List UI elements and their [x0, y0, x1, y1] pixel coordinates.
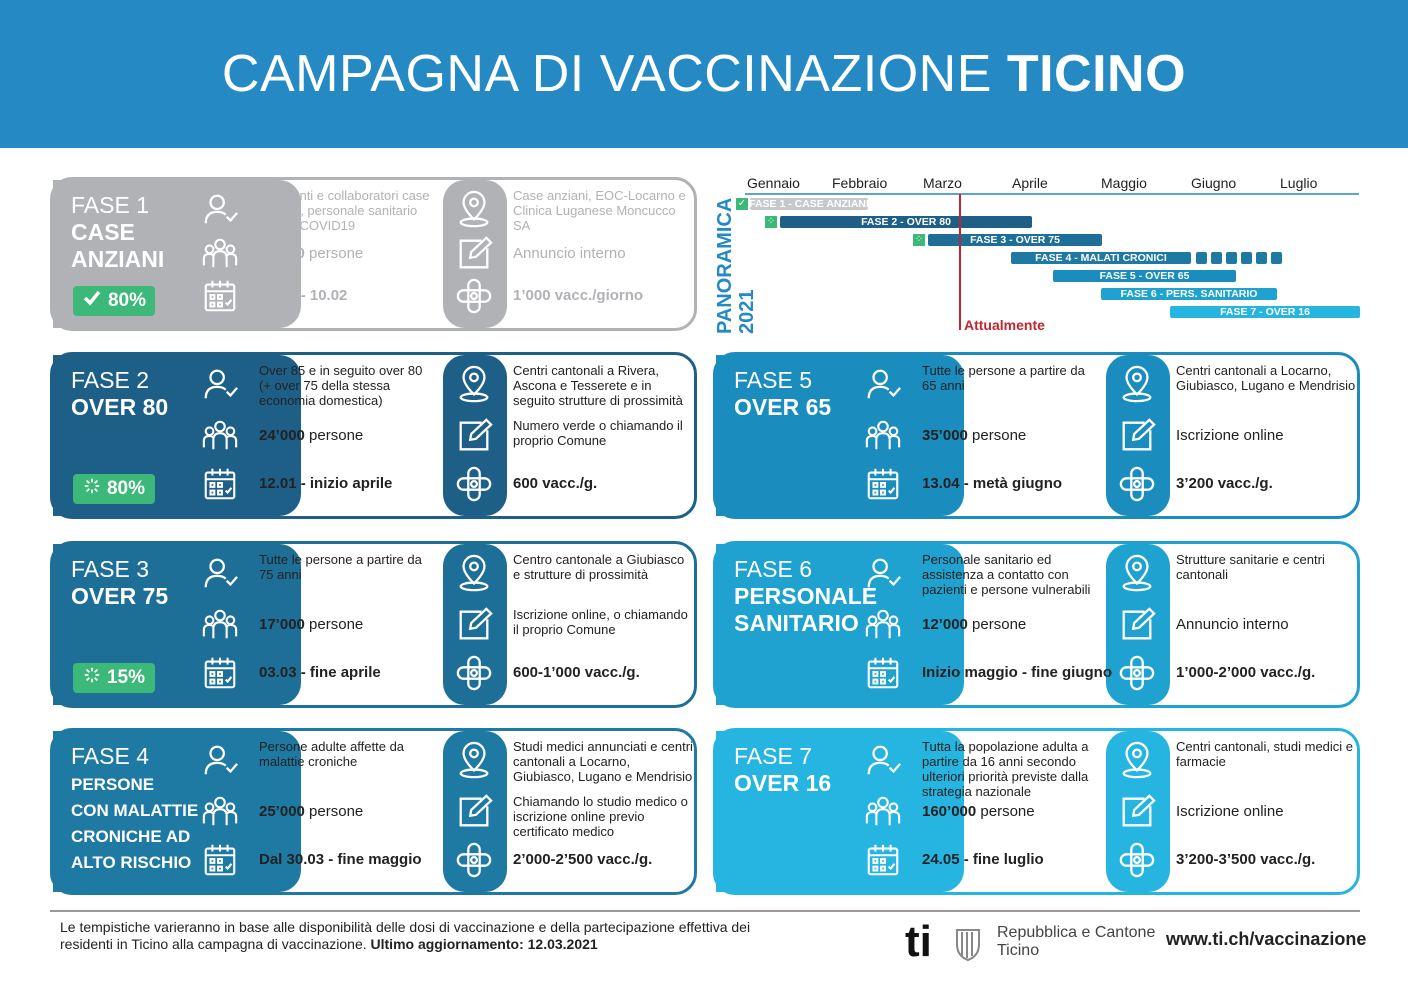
phase-label: CON MALATTIE — [71, 801, 199, 820]
group-icon — [200, 792, 240, 832]
location-icon — [454, 190, 494, 230]
calendar-icon — [200, 653, 240, 693]
phase-title — [71, 743, 198, 874]
phase-dates: 13.04 - metà giugno — [922, 475, 1063, 492]
vaccination-location: Strutture sanitarie e centri cantonali — [1176, 552, 1325, 582]
timeline-label-1: PANORAMICA — [714, 197, 736, 334]
timeline-bar: FASE 1 - CASE ANZIANI — [749, 198, 869, 210]
phase-name: FASE 5 — [734, 367, 812, 393]
calendar-icon — [863, 840, 903, 880]
progress-value: 80% — [107, 290, 147, 311]
timeline-bar: FASE 5 - OVER 65 — [1053, 270, 1236, 282]
phase-card-5 — [713, 352, 1360, 519]
calendar-icon — [200, 464, 240, 504]
target-group: Tutte le persone a partire da 65 anni — [922, 363, 1085, 393]
people-count: 35’000 persone — [922, 426, 1027, 444]
phase-card-3 — [50, 541, 697, 708]
republic-line-1: Repubblica e Cantone — [997, 924, 1156, 941]
phase-label: OVER 80 — [71, 394, 169, 420]
medical-cross-icon — [1117, 840, 1157, 880]
target-group: Residenti e collaboratori case anziani, personale sanitario reparti COVID19 — [259, 188, 430, 233]
edit-icon — [454, 416, 494, 456]
timeline-axis — [745, 193, 1359, 195]
page-title — [222, 44, 1186, 104]
phase-label: ANZIANI — [71, 246, 165, 272]
people-count: 25’000 persone — [259, 802, 364, 820]
phase-label: OVER 75 — [71, 583, 169, 609]
edit-icon — [1117, 416, 1157, 456]
title-bold: TICINO — [1006, 45, 1187, 103]
timeline-chart — [705, 168, 1365, 338]
phase-title — [71, 192, 164, 273]
person-check-icon — [863, 554, 903, 594]
check-icon — [82, 288, 102, 314]
phase-dates: Dal 30.03 - fine maggio — [259, 851, 422, 868]
loading-icon — [83, 666, 101, 690]
medical-cross-icon — [454, 653, 494, 693]
signup-method: Iscrizione online, o chiamando il proprio Comune — [513, 606, 688, 637]
republic-line-2: Ticino — [997, 942, 1040, 959]
location-icon — [1117, 554, 1157, 594]
month-label: Marzo — [923, 175, 962, 191]
medical-cross-icon — [454, 840, 494, 880]
person-check-icon — [200, 190, 240, 230]
timeline-label-2: 2021 — [736, 289, 758, 334]
timeline-bar: FASE 6 - PERS. SANITARIO — [1101, 288, 1277, 300]
month-label: Gennaio — [747, 175, 800, 191]
month-label: Febbraio — [832, 175, 888, 191]
people-count: 10’000 persone — [259, 245, 364, 262]
timeline-bar-extension — [1226, 252, 1237, 264]
phase-dates: 12.01 - inizio aprile — [259, 475, 393, 492]
progress-value: 15% — [106, 667, 146, 688]
timeline-bar: FASE 4 - MALATI CRONICI — [1011, 252, 1191, 264]
location-icon — [454, 741, 494, 781]
target-group: Tutte le persone a partire da 75 anni — [259, 552, 422, 582]
phase-card-1 — [50, 177, 697, 331]
in-progress-icon: ⁘ — [766, 216, 776, 227]
person-check-icon — [863, 741, 903, 781]
phase-title — [734, 367, 831, 421]
target-group: Tutta la popolazione adulta a partire da 16 anni secondo ulteriori priorità previste dalla strategia nazionale — [922, 739, 1089, 799]
phase-label: ALTO RISCHIO — [71, 853, 192, 872]
phase-card-2 — [50, 352, 697, 519]
now-label: Attualmente — [964, 317, 1045, 333]
timeline-bar: FASE 3 - OVER 75 — [928, 234, 1102, 246]
location-icon — [454, 365, 494, 405]
edit-icon — [1117, 605, 1157, 645]
vaccination-location: Centri cantonali a Rivera, Ascona e Tesserete e in seguito strutture di prossimità — [513, 363, 683, 408]
timeline-bar: FASE 7 - OVER 16 — [1170, 306, 1360, 318]
phase-dates: 03.03 - fine aprile — [259, 664, 381, 681]
progress-badge — [73, 663, 155, 693]
location-icon — [1117, 741, 1157, 781]
timeline-bar-extension — [1271, 252, 1282, 264]
signup-method: Iscrizione online — [1176, 802, 1284, 820]
medical-cross-icon — [1117, 653, 1157, 693]
progress-value: 80% — [106, 478, 146, 499]
phase-title — [71, 556, 168, 610]
medical-cross-icon — [454, 276, 494, 316]
calendar-icon — [200, 840, 240, 880]
phase-label: SANITARIO — [734, 610, 859, 636]
edit-icon — [454, 605, 494, 645]
header-banner — [0, 0, 1408, 148]
progress-badge — [73, 474, 155, 504]
vaccination-location: Centri cantonali, studi medici e farmacie — [1176, 739, 1354, 769]
footer-divider — [50, 910, 1360, 912]
medical-cross-icon — [454, 464, 494, 504]
website-link[interactable]: www.ti.ch/vaccinazione — [1166, 929, 1367, 949]
signup-method: Iscrizione online — [1176, 426, 1284, 444]
person-check-icon — [200, 554, 240, 594]
phase-name: FASE 3 — [71, 556, 149, 582]
last-update: Ultimo aggiornamento: 12.03.2021 — [370, 936, 598, 952]
signup-method: Chiamando lo studio medico o iscrizione online previo certificato medico — [513, 793, 688, 839]
svg-text:ti: ti — [905, 917, 932, 966]
edit-icon — [454, 234, 494, 274]
republic-label — [997, 924, 1155, 960]
people-count: 160’000 persone — [922, 802, 1035, 820]
daily-rate: 2’000-2’500 vacc./g. — [513, 851, 653, 868]
vaccination-location: Case anziani, EOC-Locarno e Clinica Luganese Moncucco SA — [513, 188, 686, 233]
timeline-bar-extension — [1196, 252, 1207, 264]
group-icon — [200, 416, 240, 456]
people-count: 24’000 persone — [259, 426, 364, 444]
group-icon — [863, 605, 903, 645]
daily-rate: 1’000 vacc./giorno — [513, 287, 644, 304]
group-icon — [863, 416, 903, 456]
edit-icon — [1117, 792, 1157, 832]
person-check-icon — [200, 365, 240, 405]
in-progress-icon: ⁘ — [914, 234, 924, 245]
person-check-icon — [200, 741, 240, 781]
medical-cross-icon — [1117, 464, 1157, 504]
group-icon — [200, 605, 240, 645]
phase-name: FASE 1 — [71, 192, 149, 218]
phase-card-4 — [50, 728, 697, 895]
progress-badge — [73, 286, 155, 316]
daily-rate: 3’200 vacc./g. — [1176, 475, 1273, 492]
phase-name: FASE 2 — [71, 367, 149, 393]
phase-label: CRONICHE AD — [71, 827, 191, 846]
daily-rate: 3’200-3’500 vacc./g. — [1176, 851, 1316, 868]
done-check-icon: ✓ — [737, 198, 747, 209]
phase-dates: Inizio maggio - fine giugno — [922, 664, 1112, 681]
signup-method: Numero verde o chiamando il proprio Comune — [513, 417, 683, 448]
calendar-icon — [200, 276, 240, 316]
phase-card-7 — [713, 728, 1360, 895]
now-line — [959, 194, 961, 330]
target-group: Personale sanitario ed assistenza a contatto con pazienti e persone vulnerabili — [922, 552, 1091, 597]
month-label: Giugno — [1191, 175, 1237, 191]
phase-label: CASE — [71, 219, 135, 245]
phase-label: OVER 65 — [734, 394, 832, 420]
target-group: Over 85 e in seguito over 80 (+ over 75 della stessa economia domestica) — [259, 363, 423, 408]
phase-label: PERSONE — [71, 775, 155, 794]
daily-rate: 1’000-2’000 vacc./g. — [1176, 664, 1316, 681]
month-label: Luglio — [1280, 175, 1318, 191]
people-count: 17’000 persone — [259, 615, 364, 633]
edit-icon — [454, 792, 494, 832]
phase-label: PERSONALE — [734, 583, 878, 609]
month-label: Maggio — [1101, 175, 1147, 191]
loading-icon — [83, 477, 101, 501]
month-label: Aprile — [1012, 175, 1048, 191]
timeline-bar-extension — [1256, 252, 1267, 264]
footer-disclaimer: Le tempistiche varieranno in base alle disponibilità delle dosi di vaccinazione e della partecipazione effettiva dei residenti in Ticino alla campagna di vaccinazione. — [60, 919, 751, 952]
calendar-icon — [863, 653, 903, 693]
calendar-icon — [863, 464, 903, 504]
group-icon — [200, 234, 240, 274]
phase-title — [734, 556, 877, 637]
timeline-bar: FASE 2 - OVER 80 — [780, 216, 1032, 228]
person-check-icon — [863, 365, 903, 405]
location-icon — [1117, 365, 1157, 405]
timeline-bar-extension — [1241, 252, 1252, 264]
timeline-bar-extension — [1211, 252, 1222, 264]
signup-method: Annuncio interno — [513, 245, 626, 262]
people-count: 12’000 persone — [922, 615, 1027, 633]
ticino-logo — [905, 917, 985, 966]
target-group: Persone adulte affette da malattie croniche — [259, 739, 405, 769]
vaccination-location: Centri cantonali a Locarno, Giubiasco, Lugano e Mendrisio — [1176, 363, 1356, 393]
group-icon — [863, 792, 903, 832]
title-prefix: CAMPAGNA DI VACCINAZIONE — [221, 45, 1007, 103]
phase-title — [734, 743, 831, 797]
phase-title — [71, 367, 168, 421]
daily-rate: 600 vacc./g. — [513, 475, 598, 492]
phase-label: OVER 16 — [734, 770, 832, 796]
phase-dates: 24.05 - fine luglio — [922, 851, 1044, 868]
footer-note — [60, 919, 760, 953]
daily-rate: 600-1’000 vacc./g. — [513, 664, 640, 681]
vaccination-location: Centro cantonale a Giubiasco e strutture di prossimità — [513, 552, 685, 582]
phase-dates: 04.01 - 10.02 — [259, 287, 348, 304]
location-icon — [454, 554, 494, 594]
phase-card-6 — [713, 541, 1360, 708]
phase-name: FASE 4 — [71, 743, 149, 769]
phase-name: FASE 7 — [734, 743, 812, 769]
signup-method: Annuncio interno — [1176, 615, 1289, 633]
phase-name: FASE 6 — [734, 556, 812, 582]
vaccination-location: Studi medici annunciati e centri cantonali a Locarno, Giubiasco, Lugano e Mendrisio — [513, 739, 693, 784]
